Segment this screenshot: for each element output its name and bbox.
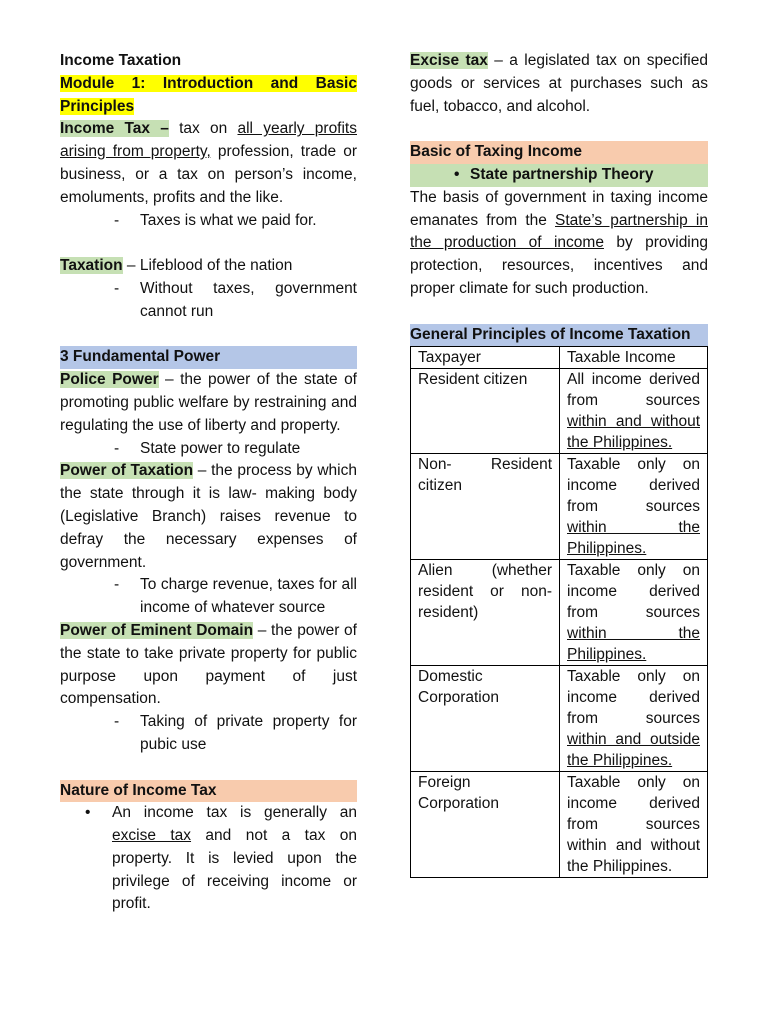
taxable-income-cell: Taxable only on income derived from sources within and outside the Philippines. <box>560 666 708 772</box>
right-column <box>410 50 708 878</box>
table-row <box>411 560 708 666</box>
power-of-taxation-note: - To charge revenue, taxes for all income of whatever source <box>60 574 357 620</box>
state-partnership-theory: • State partnership Theory <box>410 164 708 187</box>
taxation-definition: Taxation – Lifeblood of the nation <box>60 257 293 275</box>
table-row <box>411 772 708 878</box>
eminent-domain-note: - Taking of private property for pubic use <box>60 711 357 757</box>
taxpayer-cell: Resident citizen <box>411 369 560 454</box>
taxpayer-cell: Non- Resident citizen <box>411 454 560 560</box>
module-heading: Module 1: Introduction and Basic Principles <box>60 74 357 115</box>
taxpayer-cell: Domestic Corporation <box>411 666 560 772</box>
taxable-income-cell: Taxable only on income derived from sources within the Philippines. <box>560 560 708 666</box>
table-row <box>411 369 708 454</box>
fundamental-power-heading: 3 Fundamental Power <box>60 346 357 369</box>
excise-tax-definition: Excise tax – a legislated tax on specified goods or services at purchases such as fuel, tobacco, and alcohol. <box>410 52 708 115</box>
eminent-domain-definition: Power of Eminent Domain – the power of the state to take private property for public purpose upon payment of just compensation. <box>60 621 357 708</box>
table-row <box>411 454 708 560</box>
basis-paragraph: The basis of government in taxing income emanates from the State’s partnership in the production of income by providing protection, resources, incentives and proper climate for such production. <box>410 188 708 297</box>
taxpayer-cell: Alien (whether resident or non-resident) <box>411 560 560 666</box>
taxation-note: - Without taxes, government cannot run <box>60 278 357 324</box>
taxable-income-cell: Taxable only on income derived from sources within the Philippines. <box>560 454 708 560</box>
income-tax-note: - Taxes is what we paid for. <box>60 210 357 233</box>
nature-bullet: • An income tax is generally an excise tax and not a tax on property. It is levied upon the privilege of receiving income or profit. <box>60 802 357 916</box>
taxable-income-cell: Taxable only on income derived from sources within and without the Philippines. <box>560 772 708 878</box>
income-taxation-table <box>410 346 708 878</box>
document-title: Income Taxation <box>60 52 182 69</box>
taxable-income-cell: All income derived from sources within and without the Philippines. <box>560 369 708 454</box>
basis-heading: Basic of Taxing Income <box>410 141 708 164</box>
nature-of-income-tax-heading: Nature of Income Tax <box>60 780 357 803</box>
power-of-taxation-definition: Power of Taxation – the process by which the state through it is law- making body (Legislative Branch) raises revenue to defray the necessary expenses of government. <box>60 462 357 571</box>
table-header-row <box>411 347 708 369</box>
police-power-note: - State power to regulate <box>60 438 357 461</box>
table-header-taxable-income: Taxable Income <box>560 347 708 369</box>
left-column <box>60 50 357 916</box>
general-principles-heading: General Principles of Income Taxation <box>410 324 708 347</box>
income-tax-definition: Income Tax – tax on all yearly profits arising from property, profession, trade or business, or a tax on person’s income, emoluments, profits and the like. <box>60 120 357 206</box>
police-power-definition: Police Power – the power of the state of promoting public welfare by restraining and regulating the use of liberty and property. <box>60 371 357 434</box>
taxpayer-cell: Foreign Corporation <box>411 772 560 878</box>
table-header-taxpayer: Taxpayer <box>411 347 560 369</box>
table-row <box>411 666 708 772</box>
